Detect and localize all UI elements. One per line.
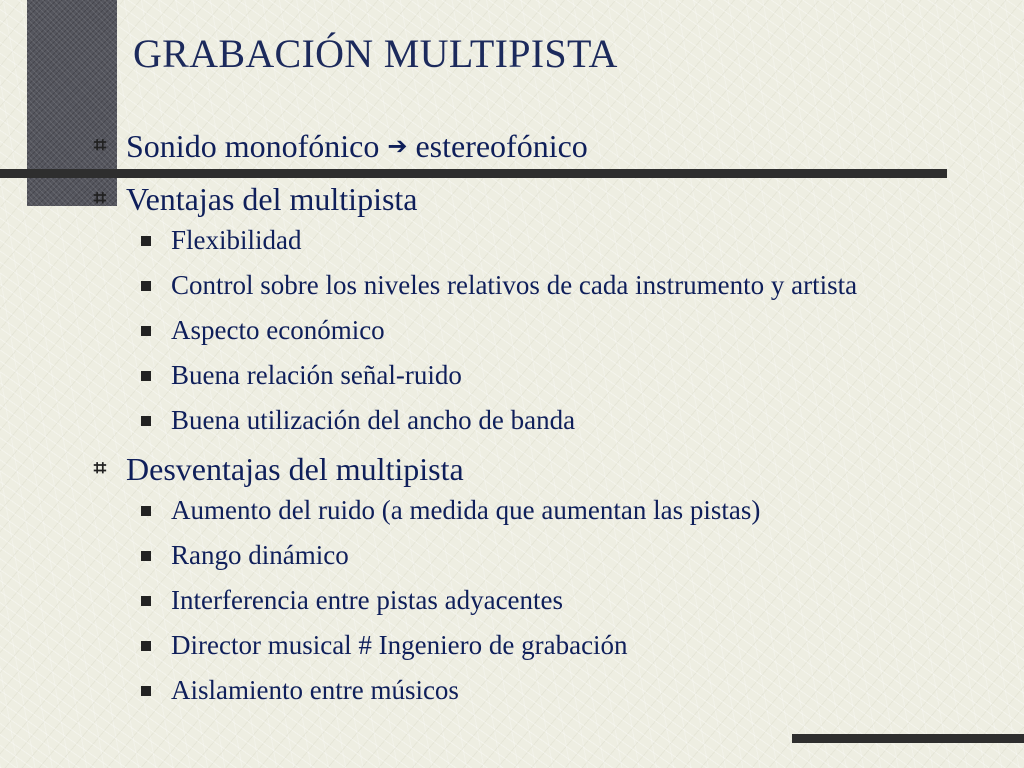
square-bullet-icon [141, 551, 151, 561]
square-bullet-icon [141, 326, 151, 336]
bullet-text: Desventajas del multipista [126, 451, 464, 487]
square-bullet-icon [141, 686, 151, 696]
square-bullet-icon [141, 596, 151, 606]
subbullet-text: Flexibilidad [171, 225, 302, 255]
subbullet-item [88, 673, 936, 708]
desventajas-sublist [88, 493, 968, 708]
bullet-text-pre: Sonido monofónico [126, 128, 380, 164]
square-bullet-icon [141, 371, 151, 381]
arrow-right-icon: ➔ [387, 132, 408, 160]
subbullet-item [88, 223, 936, 258]
subbullet-text: Aspecto económico [171, 315, 385, 345]
bullet-text-post: estereofónico [415, 128, 588, 164]
subbullet-item [88, 268, 936, 303]
square-bullet-icon [141, 236, 151, 246]
square-bullet-icon [141, 281, 151, 291]
subbullet-text: Buena relación señal-ruido [171, 360, 462, 390]
square-bullet-icon [141, 416, 151, 426]
subbullet-item [88, 358, 936, 393]
subbullet-item [88, 313, 936, 348]
subbullet-item [88, 583, 936, 618]
subbullet-item [88, 538, 936, 573]
hash-bullet-icon: ⌗ [93, 186, 107, 211]
subbullet-text: Control sobre los niveles relativos de cada instrumento y artista [171, 270, 858, 300]
subbullet-text: Aumento del ruido (a medida que aumentan las pistas) [171, 495, 761, 525]
subbullet-text: Interferencia entre pistas adyacentes [171, 585, 564, 615]
subbullet-text: Director musical # Ingeniero de grabación [171, 630, 628, 660]
subbullet-text: Rango dinámico [171, 540, 349, 570]
ventajas-sublist [88, 223, 968, 438]
bullet-item-desventajas [88, 447, 968, 491]
slide-body [88, 124, 968, 708]
hash-bullet-icon: ⌗ [93, 456, 107, 481]
subbullet-item [88, 628, 936, 663]
square-bullet-icon [141, 641, 151, 651]
square-bullet-icon [141, 506, 151, 516]
subbullet-item [88, 493, 936, 528]
hash-bullet-icon: ⌗ [93, 133, 107, 158]
bullet-item-sonido [88, 124, 968, 168]
bullet-item-ventajas [88, 177, 968, 221]
subbullet-text: Buena utilización del ancho de banda [171, 405, 576, 435]
decorative-rule-bottom [792, 734, 1024, 743]
slide-title: GRABACIÓN MULTIPISTA [133, 31, 618, 76]
bullet-text: Ventajas del multipista [126, 181, 418, 217]
subbullet-text: Aislamiento entre músicos [171, 675, 459, 705]
subbullet-item [88, 403, 936, 438]
